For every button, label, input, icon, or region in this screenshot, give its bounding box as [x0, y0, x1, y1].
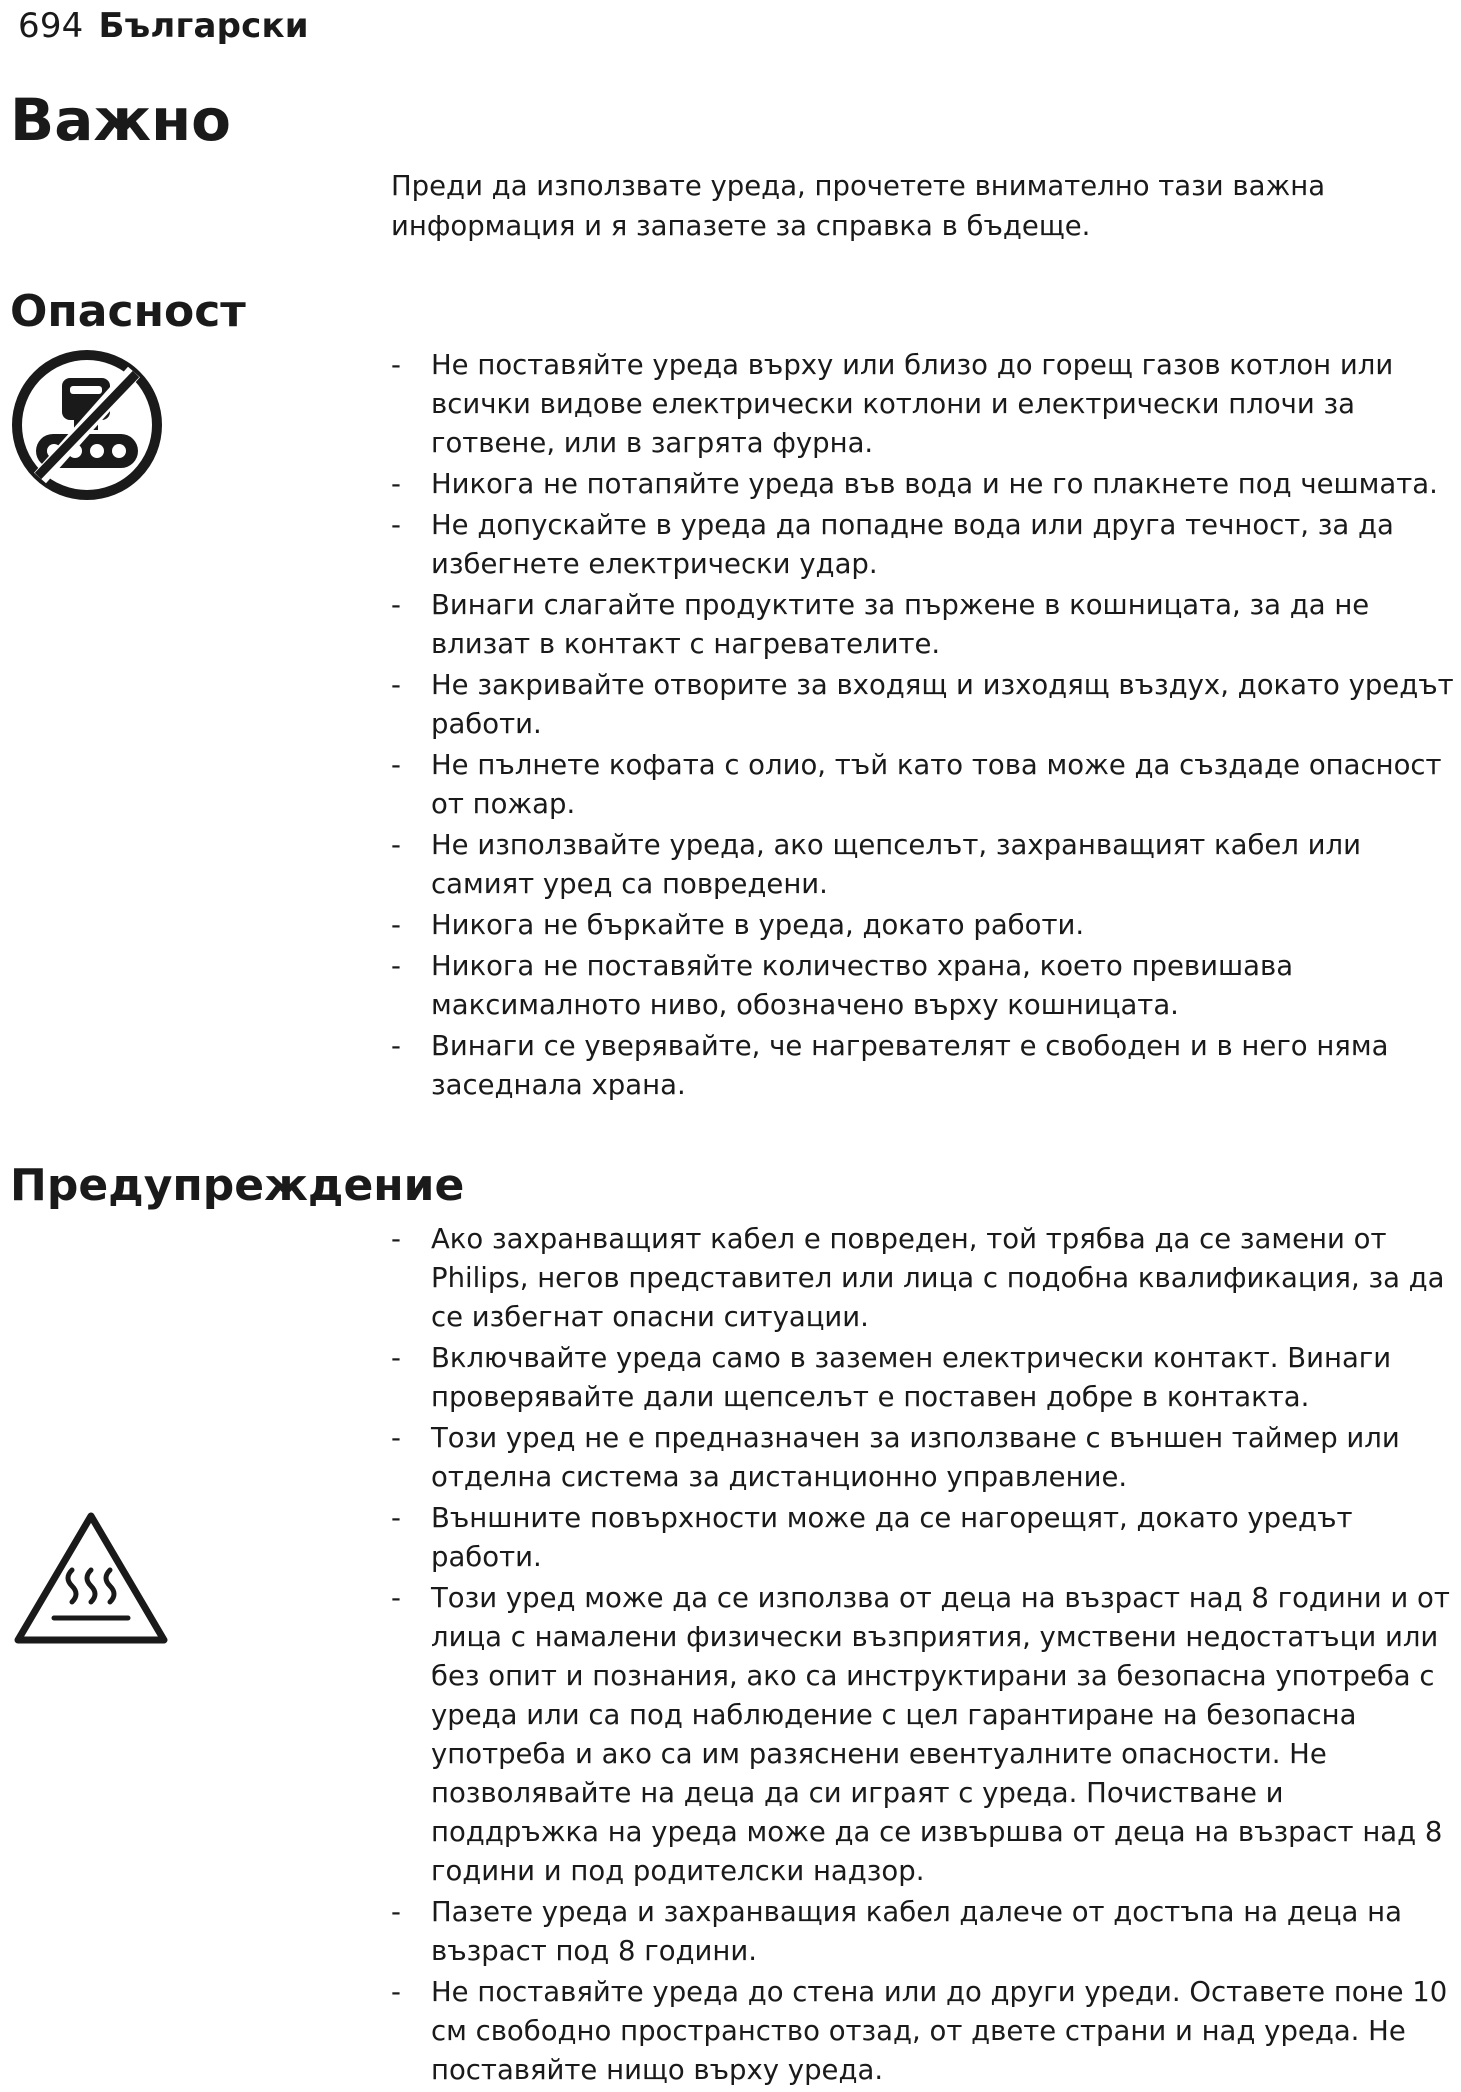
warning-heading: Предупреждение: [10, 1160, 465, 1211]
warning-list: [391, 1220, 1456, 2092]
list-item: - Пазете уреда и захранващия кабел далече от достъпа на деца на възраст под 8 години.: [391, 1893, 1456, 1971]
danger-heading: Опасност: [10, 286, 246, 337]
list-item: - Външните повърхности може да се нагорещят, докато уредът работи.: [391, 1499, 1456, 1577]
list-item: - Този уред не е предназначен за използване с външен таймер или отделна система за дистанционно управление.: [391, 1419, 1456, 1497]
intro-text: Преди да използвате уреда, прочетете внимателно тази важна информация и я запазете за справка в бъдеще.: [391, 170, 1326, 242]
list-item: - Този уред може да се използва от деца на възраст над 8 години и от лица с намалени физически възприятия, умствени недостатъци или без опит и познания, ако са инструктирани за безопасна употреба с уреда или са под наблюдение с цел гарантиране на безопасна употреба и ако са им разяснени евентуалните опасности. Не позволявайте на деца да си играят с уреда. Почистване и поддръжка на уреда може да се извършва от деца на възраст над 8 години и под родителски надзор.: [391, 1579, 1456, 1891]
list-item: - Не поставяйте уреда до стена или до други уреди. Оставете поне 10 см свободно пространство отзад, от двете страни и над уреда. Не поставяйте нищо върху уреда.: [391, 1973, 1456, 2090]
list-item: - Никога не бъркайте в уреда, докато работи.: [391, 906, 1456, 945]
no-hot-surface-icon: [10, 348, 164, 502]
page-header: [18, 6, 309, 46]
danger-list: [391, 346, 1456, 1107]
list-item: - Не поставяйте уреда върху или близо до горещ газов котлон или всички видове електрически котлони и електрически плочи за готвене, или в загрята фурна.: [391, 346, 1456, 463]
list-item: - Никога не потапяйте уреда във вода и не го плакнете под чешмата.: [391, 465, 1456, 504]
hot-surface-warning-icon: [12, 1508, 170, 1648]
list-item: - Винаги се уверявайте, че нагревателят е свободен и в него няма заседнала храна.: [391, 1027, 1456, 1105]
list-item: - Не допускайте в уреда да попадне вода или друга течност, за да избегнете електрически удар.: [391, 506, 1456, 584]
page-title: Важно: [10, 86, 231, 154]
list-item: - Не закривайте отворите за входящ и изходящ въздух, докато уредът работи.: [391, 666, 1456, 744]
page-number: 694: [18, 6, 84, 46]
list-item: - Не използвайте уреда, ако щепселът, захранващият кабел или самият уред са повредени.: [391, 826, 1456, 904]
list-item: - Ако захранващият кабел е повреден, той трябва да се замени от Philips, негов представител или лица с подобна квалификация, за да се избегнат опасни ситуации.: [391, 1220, 1456, 1337]
language-label: Български: [98, 6, 309, 46]
list-item: - Винаги слагайте продуктите за пържене в кошницата, за да не влизат в контакт с нагревателите.: [391, 586, 1456, 664]
list-item: - Не пълнете кофата с олио, тъй като това може да създаде опасност от пожар.: [391, 746, 1456, 824]
list-item: - Включвайте уреда само в заземен електрически контакт. Винаги проверявайте дали щепселът е поставен добре в контакта.: [391, 1339, 1456, 1417]
list-item: - Никога не поставяйте количество храна, което превишава максималното ниво, обозначено върху кошницата.: [391, 947, 1456, 1025]
